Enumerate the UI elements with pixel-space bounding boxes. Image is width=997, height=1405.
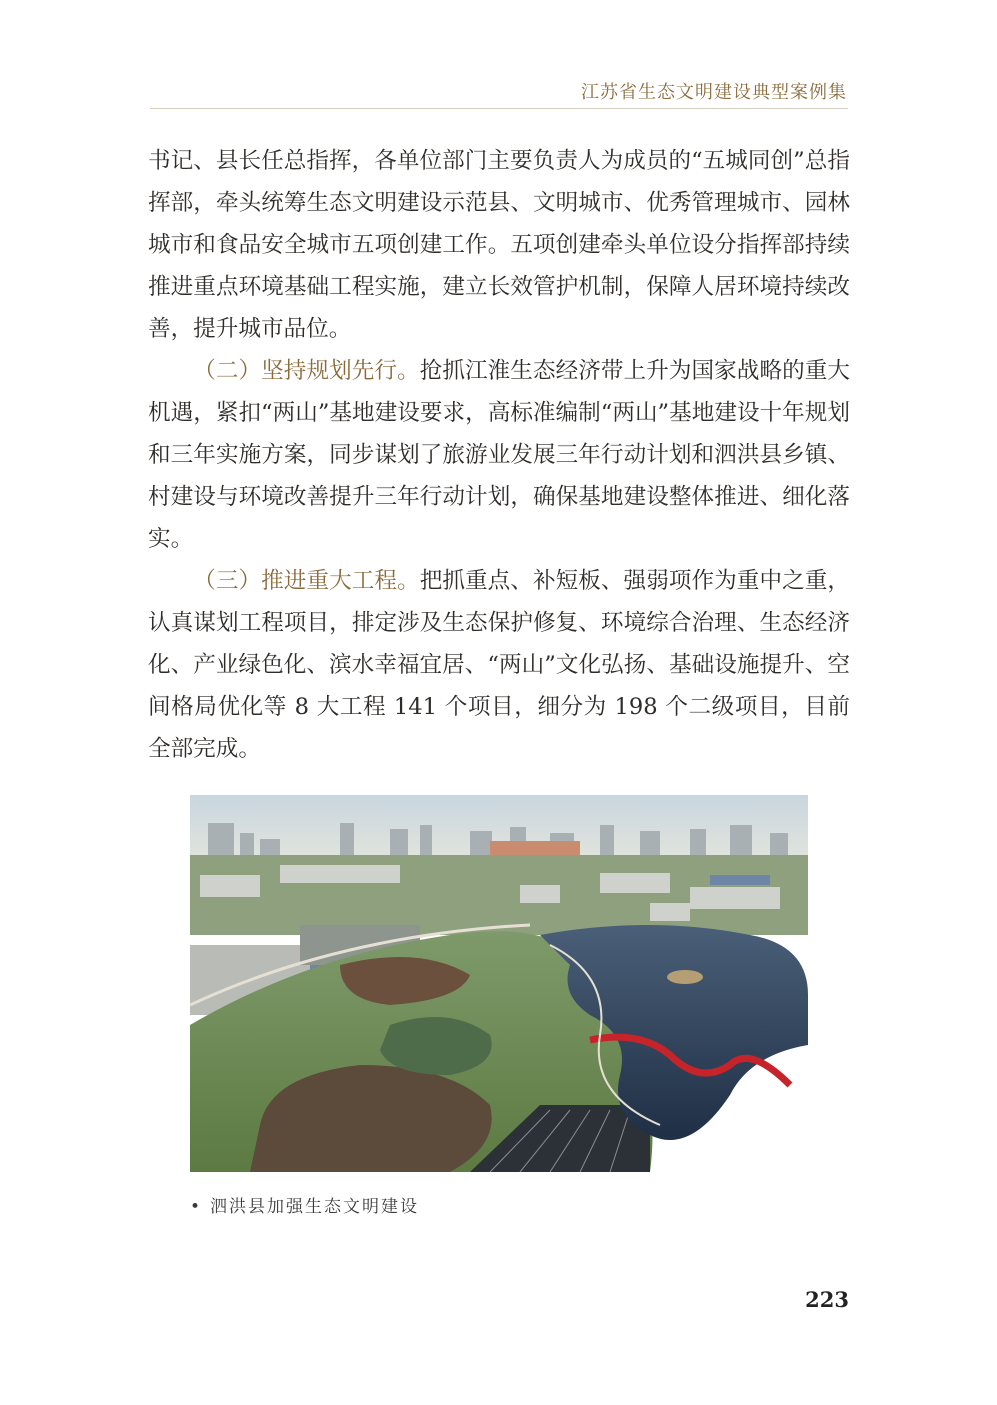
body-text <box>148 140 850 770</box>
paragraph-3-text: 把抓重点、补短板、强弱项作为重中之重，认真谋划工程项目，排定涉及生态保护修复、环境综合治理、生态经济化、产业绿色化、滨水幸福宜居、“两山”文化弘扬、基础设施提升、空间格局优化等 8 大工程 141 个项目，细分为 198 个二级项目，目前全部完成。 <box>148 568 851 762</box>
aerial-photo <box>190 795 808 1172</box>
figure-caption <box>190 1192 419 1217</box>
caption-text: 泗洪县加强生态文明建设 <box>210 1197 420 1217</box>
caption-bullet: • <box>190 1197 203 1217</box>
paragraph-3 <box>148 560 850 770</box>
running-header: 江苏省生态文明建设典型案例集 <box>581 82 847 103</box>
page-number: 223 <box>805 1287 849 1312</box>
section-heading-2: （二）坚持规划先行。 <box>193 358 420 384</box>
header-rule <box>150 108 848 109</box>
paragraph-1: 书记、县长任总指挥，各单位部门主要负责人为成员的“五城同创”总指挥部，牵头统筹生态文明建设示范县、文明城市、优秀管理城市、园林城市和食品安全城市五项创建工作。五项创建牵头单位设分指挥部持续推进重点环境基础工程实施，建立长效管护机制，保障人居环境持续改善，提升城市品位。 <box>148 148 850 342</box>
paragraph-2 <box>148 350 850 560</box>
section-heading-3: （三）推进重大工程。 <box>193 568 420 594</box>
paragraph-2-text: 抢抓江淮生态经济带上升为国家战略的重大机遇，紧扣“两山”基地建设要求，高标准编制“两山”基地建设十年规划和三年实施方案，同步谋划了旅游业发展三年行动计划和泗洪县乡镇、村建设与环境改善提升三年行动计划，确保基地建设整体推进、细化落实。 <box>148 358 851 552</box>
